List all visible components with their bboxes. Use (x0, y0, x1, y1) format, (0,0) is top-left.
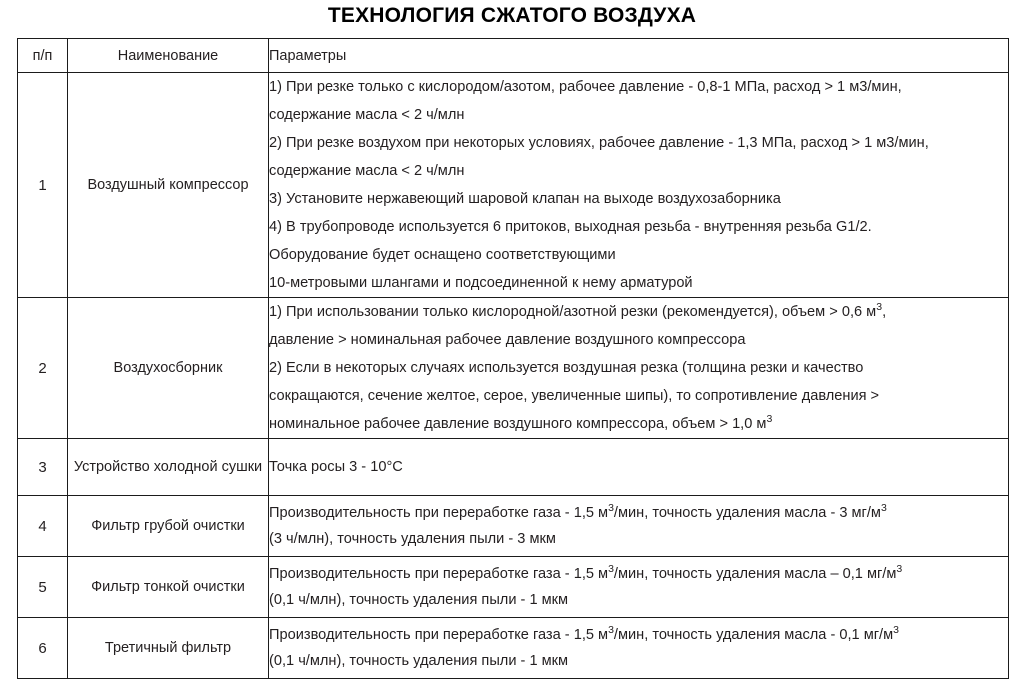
table-row (18, 618, 1009, 679)
equipment-name: Фильтр грубой очистки (68, 496, 269, 557)
row-number: 1 (18, 73, 68, 298)
parameter-line: (0,1 ч/млн), точность удаления пыли - 1 мкм (269, 653, 569, 669)
parameter-line: 2) При резке воздухом при некоторых условиях, рабочее давление - 1,3 МПа, расход > 1 м3/мин, (269, 135, 929, 151)
table-row (18, 73, 1009, 298)
parameter-line: содержание масла < 2 ч/млн (269, 107, 465, 123)
parameter-line: содержание масла < 2 ч/млн (269, 163, 465, 179)
parameter-line: Производительность при переработке газа - 1,5 $м^3$/мин, точность удаления масла - 3 $мг/м^3$ (269, 502, 887, 521)
equipment-parameters (269, 439, 1009, 496)
parameter-line: 2) Если в некоторых случаях используется воздушная резка (толщина резки и качество (269, 360, 864, 376)
parameter-line: сокращаются, сечение желтое, серое, увеличенные шипы), то сопротивление давления > (269, 388, 880, 404)
parameter-line: давление > номинальная рабочее давление воздушного компрессора (269, 332, 746, 348)
parameter-line: 1) При резке только с кислородом/азотом, рабочее давление - 0,8-1 МПа, расход > 1 м3/мин, (269, 79, 902, 95)
row-number: 2 (18, 298, 68, 439)
equipment-parameters (269, 557, 1009, 618)
parameter-line: (3 ч/млн), точность удаления пыли - 3 мкм (269, 531, 556, 547)
column-header-parameters: Параметры (269, 39, 1009, 73)
parameter-line: 4) В трубопроводе используется 6 притоков, выходная резьба - внутренняя резьба G1/2. (269, 219, 872, 235)
row-number: 3 (18, 439, 68, 496)
table-row (18, 298, 1009, 439)
equipment-parameters (269, 496, 1009, 557)
table-row (18, 557, 1009, 618)
parameter-line: 1) При использовании только кислородной/азотной резки (рекомендуется), объем > 0,6 $м^3$, (269, 301, 887, 320)
parameter-line: Производительность при переработке газа - 1,5 $м^3$/мин, точность удаления масла - 0,1 $мг/м^3$ (269, 624, 899, 643)
equipment-parameters (269, 618, 1009, 679)
equipment-parameters (269, 73, 1009, 298)
specification-table (17, 38, 1009, 679)
row-number: 6 (18, 618, 68, 679)
equipment-parameters (269, 298, 1009, 439)
table-row (18, 439, 1009, 496)
equipment-name: Воздушный компрессор (68, 73, 269, 298)
equipment-name: Воздухосборник (68, 298, 269, 439)
parameter-line: номинальное рабочее давление воздушного компрессора, объем > 1,0 $м^3$ (269, 413, 773, 432)
parameter-line: Оборудование будет оснащено соответствующими (269, 247, 616, 263)
equipment-name: Фильтр тонкой очистки (68, 557, 269, 618)
page-title: ТЕХНОЛОГИЯ СЖАТОГО ВОЗДУХА (327, 4, 697, 27)
row-number: 5 (18, 557, 68, 618)
parameter-line: Точка росы 3 - 10°С (269, 459, 403, 475)
column-header-name: Наименование (68, 39, 269, 73)
table-header-row (18, 39, 1009, 73)
parameter-line: Производительность при переработке газа - 1,5 $м^3$/мин, точность удаления масла – 0,1 $мг/м^3$ (269, 563, 903, 582)
column-header-number: п/п (18, 39, 68, 73)
row-number: 4 (18, 496, 68, 557)
parameter-line: (0,1 ч/млн), точность удаления пыли - 1 мкм (269, 592, 569, 608)
equipment-name: Устройство холодной сушки (68, 439, 269, 496)
table-body (18, 39, 1009, 679)
equipment-name: Третичный фильтр (68, 618, 269, 679)
parameter-line: 3) Установите нержавеющий шаровой клапан на выходе воздухозаборника (269, 191, 781, 207)
parameter-line: 10-метровыми шлангами и подсоединенной к нему арматурой (269, 275, 693, 291)
table-row (18, 496, 1009, 557)
